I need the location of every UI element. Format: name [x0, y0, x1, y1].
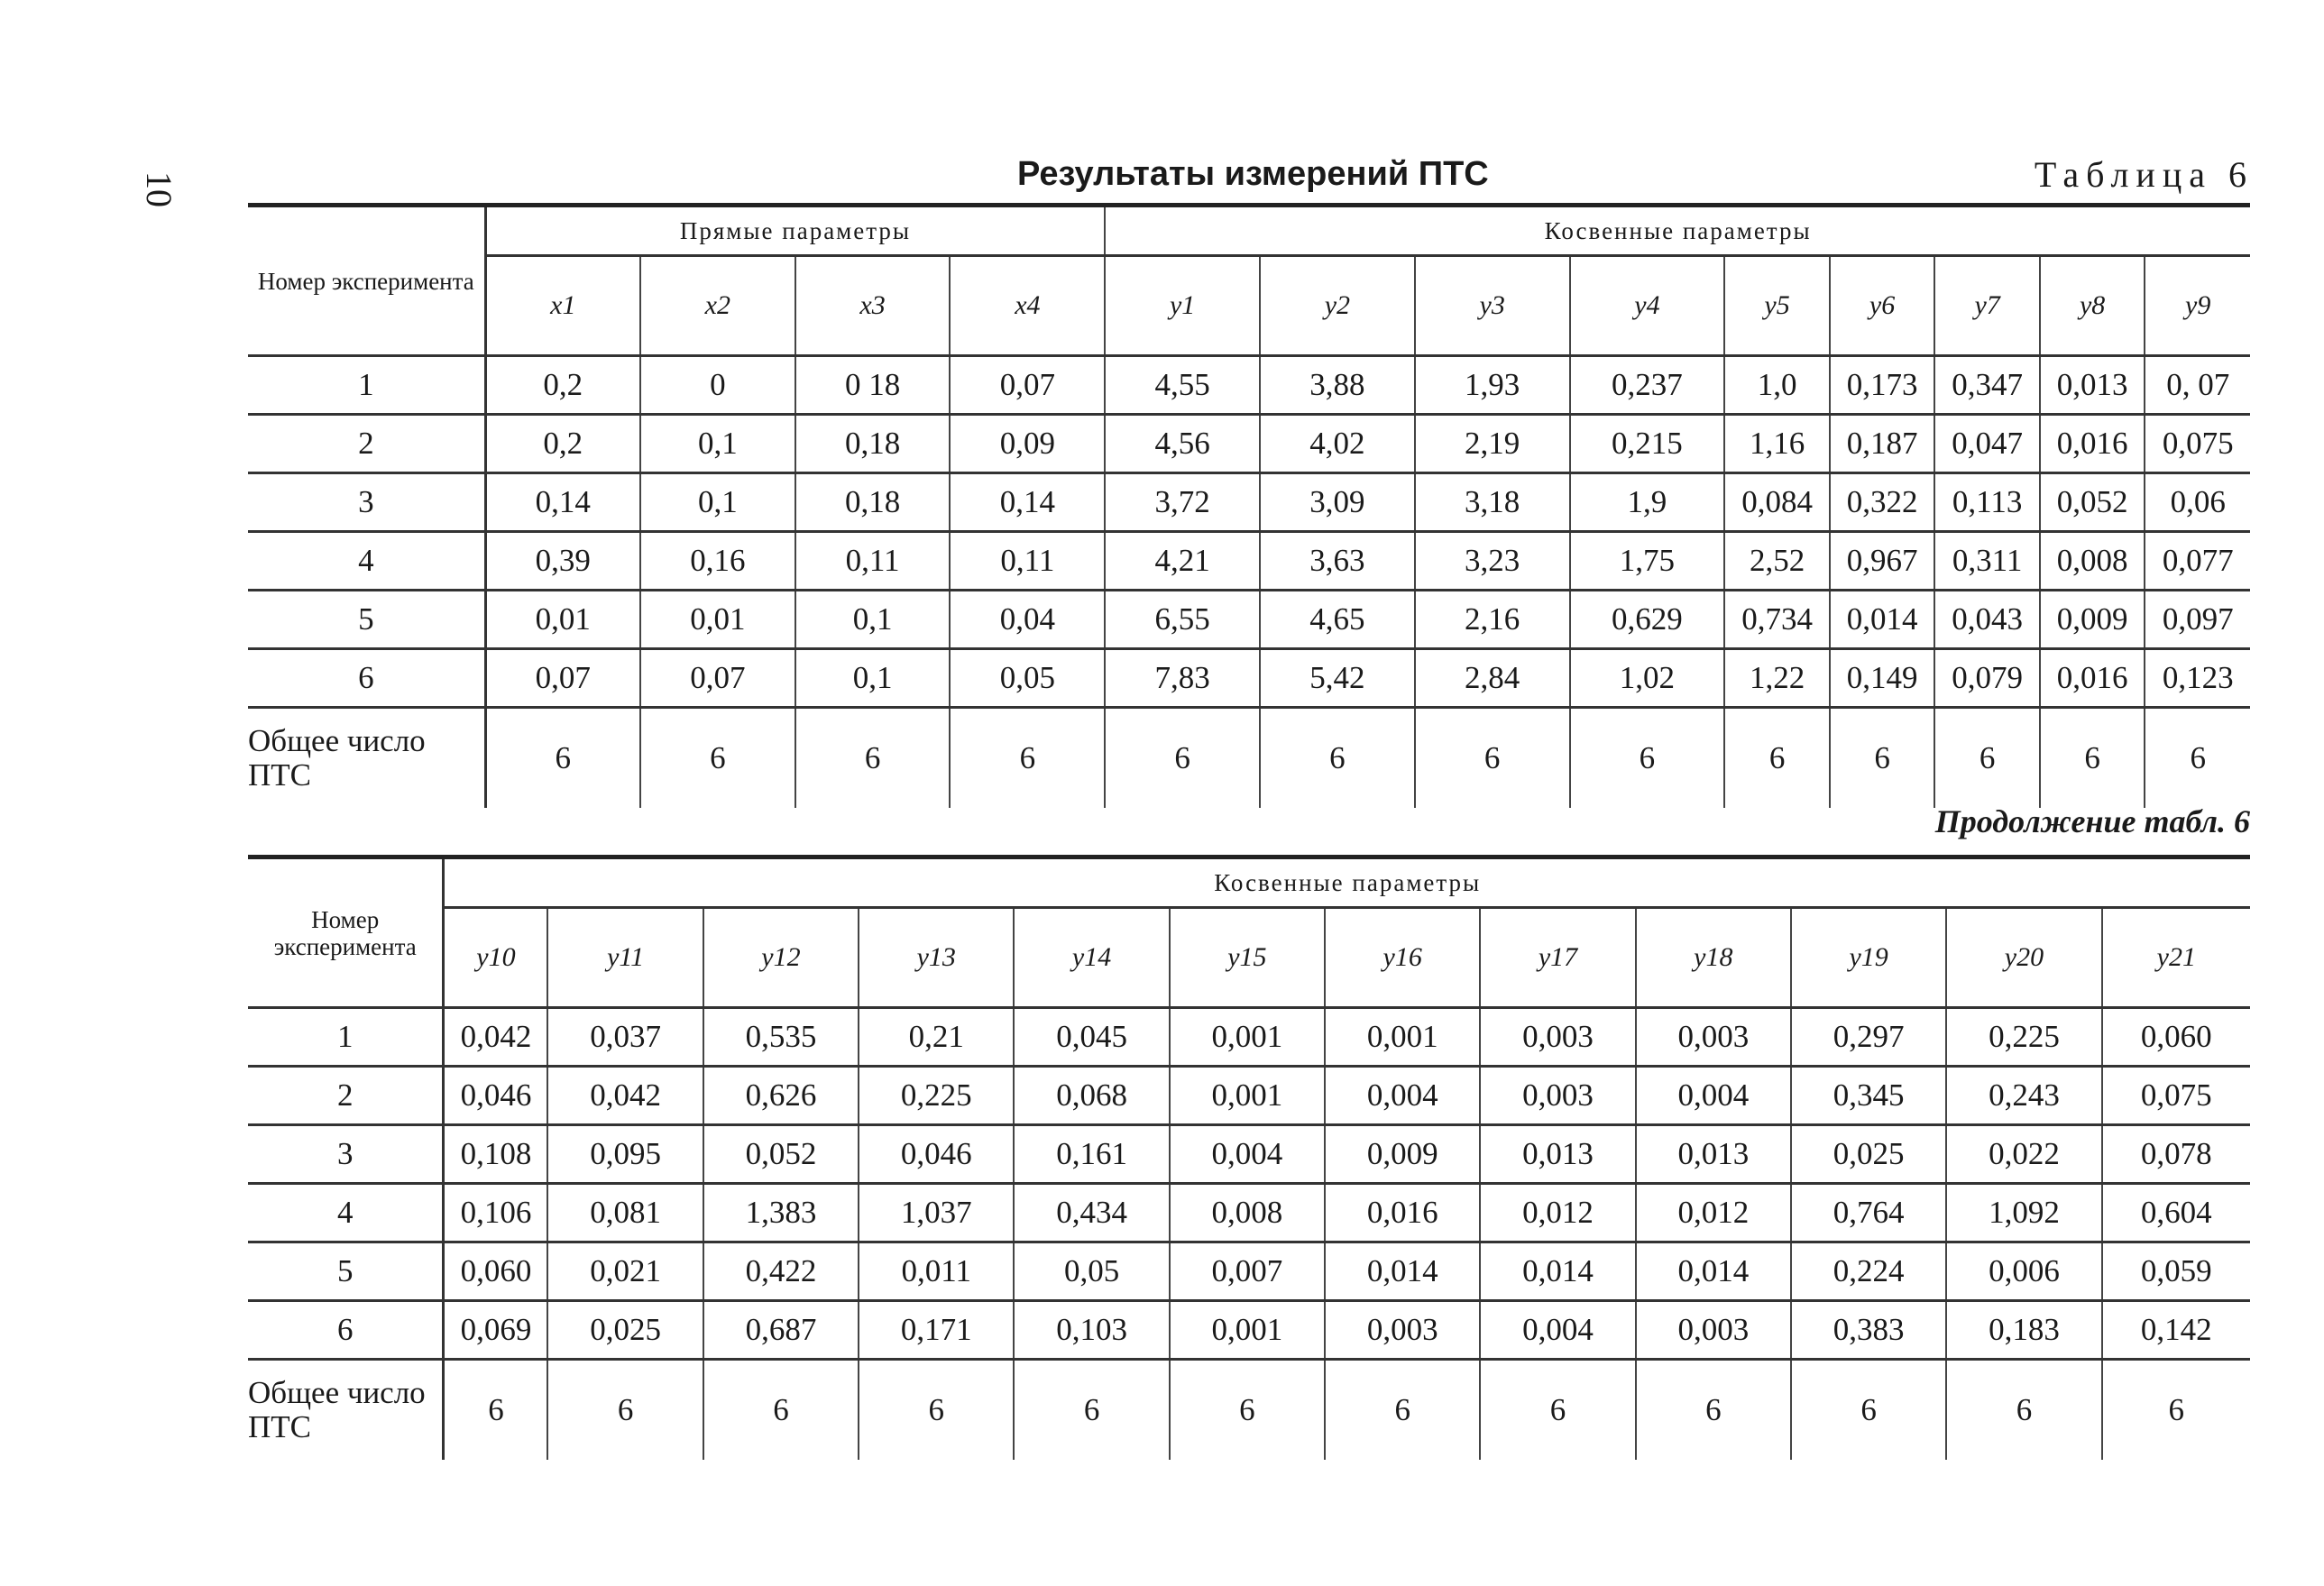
- column-header: y1: [1105, 256, 1260, 356]
- table-cell: 0,075: [2145, 415, 2250, 473]
- table-cell: 0,11: [950, 532, 1105, 591]
- table-cell: 0,004: [1170, 1125, 1325, 1184]
- table-cell: 0,18: [795, 415, 951, 473]
- table-cell: 0,081: [547, 1184, 703, 1242]
- table-row: [248, 1067, 2250, 1125]
- table-cell: 0,037: [547, 1008, 703, 1067]
- table-cell: 0,097: [2145, 591, 2250, 649]
- table-cell: 0,07: [640, 649, 795, 708]
- group-indirect-parameters: Косвенные параметры: [444, 857, 2250, 908]
- table-cell: 0,016: [1325, 1184, 1480, 1242]
- table-cell: 3,09: [1260, 473, 1415, 532]
- table-cell: 0,173: [1830, 356, 1935, 415]
- table-cell: 2,16: [1415, 591, 1570, 649]
- table-cell: 0,225: [1946, 1008, 2101, 1067]
- table-cell: 1,383: [703, 1184, 859, 1242]
- table-cell: 0,046: [859, 1125, 1014, 1184]
- table-cell: 0,001: [1170, 1301, 1325, 1360]
- table-cell: 0,013: [1480, 1125, 1635, 1184]
- column-header: y11: [547, 908, 703, 1008]
- table-cell: 0,045: [1014, 1008, 1169, 1067]
- table-cell: 0,11: [795, 532, 951, 591]
- table-cell: 0,01: [640, 591, 795, 649]
- table-cell: 0,18: [795, 473, 951, 532]
- column-header: y14: [1014, 908, 1169, 1008]
- experiment-number: 3: [248, 473, 485, 532]
- table-cell: 0,967: [1830, 532, 1935, 591]
- table-cell: 0,142: [2102, 1301, 2250, 1360]
- table-cell: 0,001: [1170, 1008, 1325, 1067]
- table-cell: 0 18: [795, 356, 951, 415]
- table-cell: 0,626: [703, 1067, 859, 1125]
- group-header-row: [248, 206, 2250, 256]
- table-cell: 0,004: [1636, 1067, 1791, 1125]
- total-cell: 6: [950, 708, 1105, 809]
- column-header: y16: [1325, 908, 1480, 1008]
- column-header: y17: [1480, 908, 1635, 1008]
- column-header: y7: [1934, 256, 2040, 356]
- table-cell: 0,535: [703, 1008, 859, 1067]
- row-header: Номер эксперимента: [248, 857, 444, 1008]
- total-cell: 6: [1325, 1360, 1480, 1461]
- table-cell: 7,83: [1105, 649, 1260, 708]
- column-header: y6: [1830, 256, 1935, 356]
- experiment-number: 5: [248, 1242, 444, 1301]
- column-header: y5: [1724, 256, 1830, 356]
- table-cell: 0,008: [2040, 532, 2145, 591]
- table-cell: 0,078: [2102, 1125, 2250, 1184]
- table-cell: 0,014: [1480, 1242, 1635, 1301]
- table-cell: 0,003: [1636, 1301, 1791, 1360]
- table-cell: 0,012: [1480, 1184, 1635, 1242]
- table-cell: 0,149: [1830, 649, 1935, 708]
- table-row: [248, 1242, 2250, 1301]
- table-cell: 1,02: [1570, 649, 1725, 708]
- table-cell: 0,07: [950, 356, 1105, 415]
- table-cell: 0,347: [1934, 356, 2040, 415]
- table-cell: 1,16: [1724, 415, 1830, 473]
- table-cell: 0,009: [2040, 591, 2145, 649]
- table-cell: 0,001: [1170, 1067, 1325, 1125]
- column-header: y21: [2102, 908, 2250, 1008]
- table-cell: 0,103: [1014, 1301, 1169, 1360]
- column-header-row: [248, 908, 2250, 1008]
- experiment-number: 6: [248, 649, 485, 708]
- total-cell: 6: [2190, 740, 2206, 775]
- table-cell: 5,42: [1260, 649, 1415, 708]
- table-cell: 1,75: [1570, 532, 1725, 591]
- table-cell: 0,604: [2102, 1184, 2250, 1242]
- table-cell: 0,1: [640, 415, 795, 473]
- total-cell: 6: [795, 708, 951, 809]
- table-cell: 0,003: [1636, 1008, 1791, 1067]
- table-cell: 0,108: [444, 1125, 548, 1184]
- table-cell: 0,1: [640, 473, 795, 532]
- table-cell: 0,047: [1934, 415, 2040, 473]
- table-cell: 0: [640, 356, 795, 415]
- column-header: y15: [1170, 908, 1325, 1008]
- table-cell: 4,21: [1105, 532, 1260, 591]
- table-cell: 0,077: [2145, 532, 2250, 591]
- table-cell: 0,1: [795, 591, 951, 649]
- table-cell: 0,383: [1791, 1301, 1946, 1360]
- column-header: y2: [1260, 256, 1415, 356]
- group-indirect-parameters: Косвенные параметры: [1105, 206, 2250, 256]
- table-cell: 4,65: [1260, 591, 1415, 649]
- table-cell: 0,1: [795, 649, 951, 708]
- table-cell: 0,225: [859, 1067, 1014, 1125]
- table-cell: 0,008: [1170, 1184, 1325, 1242]
- total-cell: 6: [859, 1360, 1014, 1461]
- table-row: [248, 356, 2250, 415]
- experiment-number: 1: [248, 1008, 444, 1067]
- table-cell: 2,52: [1724, 532, 1830, 591]
- table-cell: 1,0: [1724, 356, 1830, 415]
- table-cell: 0,05: [950, 649, 1105, 708]
- continuation-label: Продолжение табл. 6: [1934, 803, 2250, 839]
- table-cell: 0,322: [1830, 473, 1935, 532]
- table-cell: 0,14: [485, 473, 640, 532]
- table-cell: 0,060: [2102, 1008, 2250, 1067]
- column-header: y9: [2145, 256, 2250, 356]
- column-header: y4: [1570, 256, 1725, 356]
- table-cell: 0,21: [859, 1008, 1014, 1067]
- experiment-number: 5: [248, 591, 485, 649]
- table-cell: 0,05: [1014, 1242, 1169, 1301]
- total-cell: 6: [1260, 708, 1415, 809]
- table-cell: 1,22: [1724, 649, 1830, 708]
- table-cell: 0,003: [1480, 1067, 1635, 1125]
- column-header: y19: [1791, 908, 1946, 1008]
- table-cell: 3,88: [1260, 356, 1415, 415]
- total-cell: 6: [547, 1360, 703, 1461]
- table-cell: 0,09: [950, 415, 1105, 473]
- table-cell: 0,113: [1934, 473, 2040, 532]
- total-label: Общее число ПТС: [248, 1360, 444, 1461]
- total-cell: 6: [1830, 708, 1935, 809]
- table-cell: 0,079: [1934, 649, 2040, 708]
- table-cell: 0,084: [1724, 473, 1830, 532]
- total-cell: 6: [1791, 1360, 1946, 1461]
- table-cell: 0,422: [703, 1242, 859, 1301]
- table-cell: 0,434: [1014, 1184, 1169, 1242]
- table-cell: 2,84: [1415, 649, 1570, 708]
- table-title: Результаты измерений ПТС: [1017, 155, 1489, 193]
- table-cell: 0,16: [640, 532, 795, 591]
- table-cell: 1,037: [859, 1184, 1014, 1242]
- table-cell: 0,043: [1934, 591, 2040, 649]
- table-row: [248, 532, 2250, 591]
- table-cell: 0,013: [2040, 356, 2145, 415]
- table-cell: 0,003: [1325, 1301, 1480, 1360]
- table-cell: 0,04: [950, 591, 1105, 649]
- table-cell: 0,297: [1791, 1008, 1946, 1067]
- column-header: y8: [2040, 256, 2145, 356]
- total-cell: 6: [1946, 1360, 2101, 1461]
- experiment-number: 3: [248, 1125, 444, 1184]
- table-cell: 0,060: [444, 1242, 548, 1301]
- table-cell: 0,004: [1480, 1301, 1635, 1360]
- table-cell: 0,224: [1791, 1242, 1946, 1301]
- experiment-number: 4: [248, 1184, 444, 1242]
- table-cell: 3,23: [1415, 532, 1570, 591]
- table-cell: 3,18: [1415, 473, 1570, 532]
- column-header: x4: [950, 256, 1105, 356]
- table-cell: 0,013: [1636, 1125, 1791, 1184]
- total-cell: 6: [1570, 708, 1725, 809]
- total-cell: 6: [1415, 708, 1570, 809]
- table-cell: 0,042: [444, 1008, 548, 1067]
- table-cell: 0,012: [1636, 1184, 1791, 1242]
- total-cell: 6: [1480, 1360, 1635, 1461]
- table-cell: 3,63: [1260, 532, 1415, 591]
- column-header: x3: [795, 256, 951, 356]
- table-cell: 1,93: [1415, 356, 1570, 415]
- table-cell: 0,14: [950, 473, 1105, 532]
- total-cell: 6: [1724, 708, 1830, 809]
- column-header: x1: [485, 256, 640, 356]
- table-cell: 0,016: [2040, 415, 2145, 473]
- table-cell: 6,55: [1105, 591, 1260, 649]
- total-cell: 6: [640, 708, 795, 809]
- column-header: y12: [703, 908, 859, 1008]
- table-cell: 0,021: [547, 1242, 703, 1301]
- table-cell: 0,095: [547, 1125, 703, 1184]
- column-header: y18: [1636, 908, 1791, 1008]
- total-cell: 6: [485, 708, 640, 809]
- table-row: [248, 1008, 2250, 1067]
- page-number: 10: [139, 171, 179, 207]
- experiment-number: 4: [248, 532, 485, 591]
- table-cell: 0,052: [2040, 473, 2145, 532]
- table-cell: 0,345: [1791, 1067, 1946, 1125]
- table-cell: 4,55: [1105, 356, 1260, 415]
- table-cell: 0,007: [1170, 1242, 1325, 1301]
- total-row: [248, 1360, 2250, 1461]
- table-row: [248, 1301, 2250, 1360]
- column-header: y13: [859, 908, 1014, 1008]
- table-row: [248, 473, 2250, 532]
- table-body: [248, 1008, 2250, 1461]
- table-cell: 0,123: [2145, 649, 2250, 708]
- table-row: [248, 591, 2250, 649]
- total-cell: 6: [1636, 1360, 1791, 1461]
- experiment-number: 1: [248, 356, 485, 415]
- table-cell: 0,016: [2040, 649, 2145, 708]
- table-label: Таблица 6: [2034, 154, 2254, 195]
- table-cell: 0,014: [1830, 591, 1935, 649]
- table-cell: 0,07: [485, 649, 640, 708]
- group-direct-parameters: Прямые параметры: [485, 206, 1105, 256]
- table-cell: 0,237: [1570, 356, 1725, 415]
- column-header: y20: [1946, 908, 2101, 1008]
- experiment-number: 2: [248, 415, 485, 473]
- table-cell: 0,2: [485, 415, 640, 473]
- table-cell: 0,001: [1325, 1008, 1480, 1067]
- table-cell: 0,106: [444, 1184, 548, 1242]
- table-row: [248, 415, 2250, 473]
- table-cell: 0,068: [1014, 1067, 1169, 1125]
- table-cell: 0,059: [2102, 1242, 2250, 1301]
- column-header: x2: [640, 256, 795, 356]
- table-cell: 0,006: [1946, 1242, 2101, 1301]
- table-cell: 0,01: [485, 591, 640, 649]
- total-cell: 6: [1014, 1360, 1169, 1461]
- table-cell: 0,171: [859, 1301, 1014, 1360]
- total-cell: 6: [1934, 708, 2040, 809]
- table-row: [248, 649, 2250, 708]
- table-body: [248, 356, 2250, 809]
- table-cell: 0,183: [1946, 1301, 2101, 1360]
- total-label: Общее число ПТС: [248, 708, 485, 809]
- table-cell: 0,06: [2145, 473, 2250, 532]
- table-cell: 0,215: [1570, 415, 1725, 473]
- column-header-row: [248, 256, 2250, 356]
- table-cell: 0,011: [859, 1242, 1014, 1301]
- table-cell: 0,022: [1946, 1125, 2101, 1184]
- table-cell: 0,014: [1325, 1242, 1480, 1301]
- table-cell: 0,243: [1946, 1067, 2101, 1125]
- table-cell: 0,009: [1325, 1125, 1480, 1184]
- table-cell: 0,764: [1791, 1184, 1946, 1242]
- table-cell: 0,025: [547, 1301, 703, 1360]
- column-header: y3: [1415, 256, 1570, 356]
- table-cell: 0,075: [2102, 1067, 2250, 1125]
- table-cell: 3,72: [1105, 473, 1260, 532]
- total-cell: 6: [703, 1360, 859, 1461]
- total-cell: 6: [2168, 1392, 2185, 1427]
- table-row: [248, 1125, 2250, 1184]
- table-cell: 0,025: [1791, 1125, 1946, 1184]
- table-cell: 0,014: [1636, 1242, 1791, 1301]
- table-cell: 0,042: [547, 1067, 703, 1125]
- table-cell: 0,311: [1934, 532, 2040, 591]
- table-cell: 0,734: [1724, 591, 1830, 649]
- table-cell: 0,161: [1014, 1125, 1169, 1184]
- total-cell: 6: [1170, 1360, 1325, 1461]
- total-cell: 6: [2040, 708, 2145, 809]
- table-cell: 4,02: [1260, 415, 1415, 473]
- table-cell: 0,187: [1830, 415, 1935, 473]
- table-cell: 0,003: [1480, 1008, 1635, 1067]
- experiment-number: 6: [248, 1301, 444, 1360]
- results-table-part-2: [248, 855, 2250, 1460]
- table-cell: 0,052: [703, 1125, 859, 1184]
- total-cell: 6: [1105, 708, 1260, 809]
- table-cell: 0, 07: [2145, 356, 2250, 415]
- table-cell: 0,004: [1325, 1067, 1480, 1125]
- experiment-number: 2: [248, 1067, 444, 1125]
- table-cell: 0,687: [703, 1301, 859, 1360]
- table-cell: 0,046: [444, 1067, 548, 1125]
- total-row: [248, 708, 2250, 809]
- table-cell: 0,39: [485, 532, 640, 591]
- group-header-row: [248, 857, 2250, 908]
- column-header: y10: [444, 908, 548, 1008]
- total-cell: 6: [444, 1360, 548, 1461]
- table-cell: 0,069: [444, 1301, 548, 1360]
- results-table-part-1: [248, 203, 2250, 808]
- row-header: Номер эксперимента: [248, 206, 485, 356]
- table-cell: 0,629: [1570, 591, 1725, 649]
- table-cell: 4,56: [1105, 415, 1260, 473]
- table-row: [248, 1184, 2250, 1242]
- table-cell: 1,9: [1570, 473, 1725, 532]
- table-cell: 1,092: [1946, 1184, 2101, 1242]
- table-cell: 2,19: [1415, 415, 1570, 473]
- table-cell: 0,2: [485, 356, 640, 415]
